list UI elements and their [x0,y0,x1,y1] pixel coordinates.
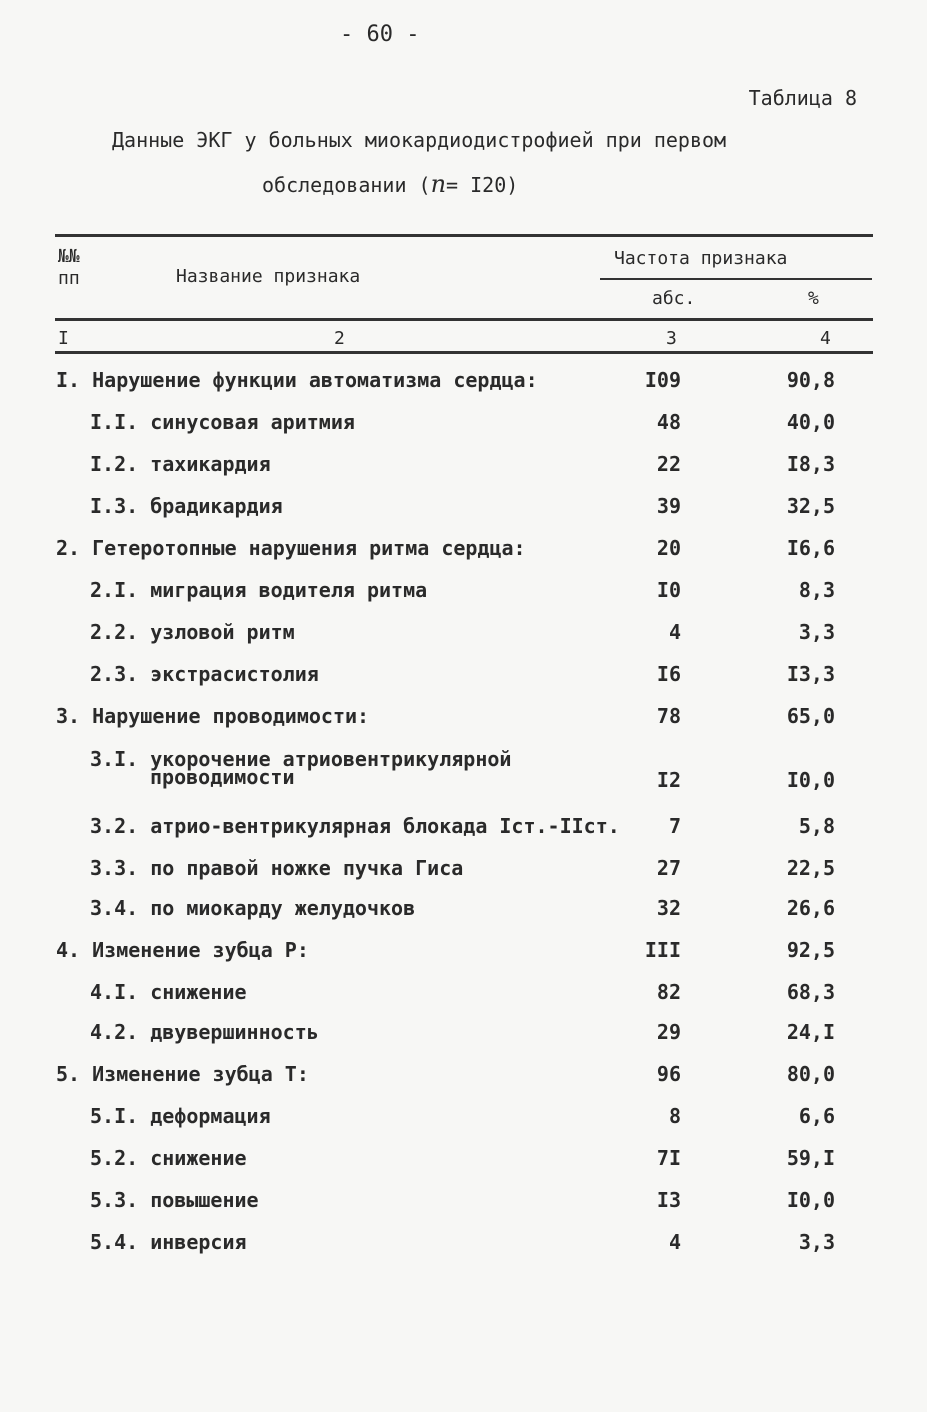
row-label [90,814,620,838]
table-row [0,536,927,566]
row-abs-value: 7I [656,1146,681,1170]
header-colnum-2: 2 [334,328,345,349]
table-row [0,980,927,1010]
row-pct-value: I0,0 [786,768,835,792]
row-label [90,494,283,518]
row-label [90,896,415,920]
table-row [0,704,927,734]
row-abs-value: I2 [656,768,681,792]
header-colnum-4: 4 [820,328,831,349]
row-label [90,1188,259,1212]
row-pct-value: I3,3 [786,662,835,686]
table-row [0,1230,927,1260]
table-row [0,938,927,968]
row-pct-value: 3,3 [798,620,835,644]
title-suffix: = I20) [446,173,519,197]
row-label [90,980,247,1004]
row-label [90,856,463,880]
row-pct-value: I6,6 [786,536,835,560]
row-pct-value: 80,0 [786,1062,835,1086]
table-title-line2 [262,170,518,198]
row-label-text: 2.2. узловой ритм [90,620,295,644]
table-row [0,814,927,844]
row-pct-value: 26,6 [786,896,835,920]
row-abs-value: 78 [656,704,681,728]
row-label-text: I. Нарушение функции автоматизма сердца: [56,368,538,392]
row-pct-value: 24,I [786,1020,835,1044]
row-label-text: 2.I. миграция водителя ритма [90,578,428,602]
row-abs-value: 48 [656,410,681,434]
header-name: Название признака [176,266,361,287]
table-row [0,452,927,482]
table-row [0,1188,927,1218]
row-abs-value: 32 [656,896,681,920]
row-pct-value: 92,5 [786,938,835,962]
row-abs-value: 8 [668,1104,681,1128]
row-abs-value: 82 [656,980,681,1004]
row-label-text: 4.2. двувершинность [90,1020,319,1044]
row-abs-value: 29 [656,1020,681,1044]
row-label [90,1020,319,1044]
row-label [90,452,271,476]
table-title-line1: Данные ЭКГ у больных миокардиодистрофией при первом [112,128,727,152]
table-row [0,368,927,398]
row-pct-value: I8,3 [786,452,835,476]
row-label-text: 3.4. по миокарду желудочков [90,896,416,920]
row-label-text: 3.3. по правой ножке пучка Гиса [90,856,464,880]
row-label-text: 4. Изменение зубца Р: [56,938,309,962]
row-abs-value: I3 [656,1188,681,1212]
row-label [90,578,427,602]
table-row [0,1146,927,1176]
row-pct-value: 32,5 [786,494,835,518]
row-label [56,1062,309,1086]
page-number: - 60 - [340,22,420,47]
table-row [0,494,927,524]
row-label-text: 5.3. повышение [90,1188,259,1212]
row-label-text: 3.I. укорочение атриовентрикулярной [90,747,512,771]
row-pct-value: 65,0 [786,704,835,728]
header-top-rule [55,234,873,237]
row-label-text: 4.I. снижение [90,980,247,1004]
table-row [0,1104,927,1134]
row-label-text: 3.2. атрио-вентрикулярная блокада Iст.-IIст. [90,814,620,838]
row-pct-value: 40,0 [786,410,835,434]
header-abs: абс. [652,288,696,309]
row-label-continuation: проводимости [150,765,295,789]
table-label: Таблица 8 [748,86,857,110]
table-row [0,747,927,792]
row-label [90,620,295,644]
row-pct-value: 68,3 [786,980,835,1004]
table-row [0,578,927,608]
row-label [90,1146,247,1170]
row-label-text: I.3. брадикардия [90,494,283,518]
header-num-2: пп [58,268,80,289]
row-abs-value: 20 [656,536,681,560]
header-mid-rule [55,318,873,321]
row-label-text: 3. Нарушение проводимости: [56,704,370,728]
header-bottom-rule [55,351,873,354]
row-label-text: I.2. тахикардия [90,452,271,476]
row-label [90,1104,271,1128]
table-row [0,662,927,692]
row-pct-value: 22,5 [786,856,835,880]
row-label-text: 2. Гетеротопные нарушения ритма сердца: [56,536,526,560]
row-label-text: 2.3. экстрасистолия [90,662,319,686]
row-label-text: I.I. синусовая аритмия [90,410,355,434]
table-row [0,896,927,926]
row-abs-value: 39 [656,494,681,518]
row-label-text: 5.2. снижение [90,1146,247,1170]
table-row [0,1062,927,1092]
header-pct: % [808,288,819,309]
row-abs-value: 96 [656,1062,681,1086]
row-pct-value: I0,0 [786,1188,835,1212]
row-abs-value: 4 [668,620,681,644]
row-abs-value: I09 [644,368,681,392]
row-abs-value: I0 [656,578,681,602]
row-label [56,938,309,962]
row-label-text: 5. Изменение зубца Т: [56,1062,309,1086]
row-pct-value: 3,3 [798,1230,835,1254]
row-abs-value: I6 [656,662,681,686]
header-colnum-1: I [58,328,69,349]
row-label [90,662,319,686]
table-row [0,620,927,650]
title-prefix: обследовании ( [262,173,431,197]
row-abs-value: 27 [656,856,681,880]
row-pct-value: 6,6 [798,1104,835,1128]
header-colnum-3: 3 [666,328,677,349]
row-label-text: 5.4. инверсия [90,1230,247,1254]
row-abs-value: 4 [668,1230,681,1254]
row-label [56,704,369,728]
title-n: n [430,170,447,198]
header-frequency: Частота признака [614,248,788,269]
row-pct-value: 90,8 [786,368,835,392]
row-abs-value: 22 [656,452,681,476]
row-pct-value: 59,I [786,1146,835,1170]
row-label [90,747,512,789]
row-pct-value: 8,3 [798,578,835,602]
row-label [56,536,526,560]
row-label [56,368,538,392]
row-label [90,410,355,434]
table-row [0,1020,927,1050]
header-freq-rule [600,278,872,280]
row-abs-value: 7 [668,814,681,838]
row-label-text: 5.I. деформация [90,1104,271,1128]
row-label [90,1230,247,1254]
table-row [0,410,927,440]
row-abs-value: III [644,938,681,962]
table-row [0,856,927,886]
header-num-1: №№ [58,246,80,267]
row-pct-value: 5,8 [798,814,835,838]
